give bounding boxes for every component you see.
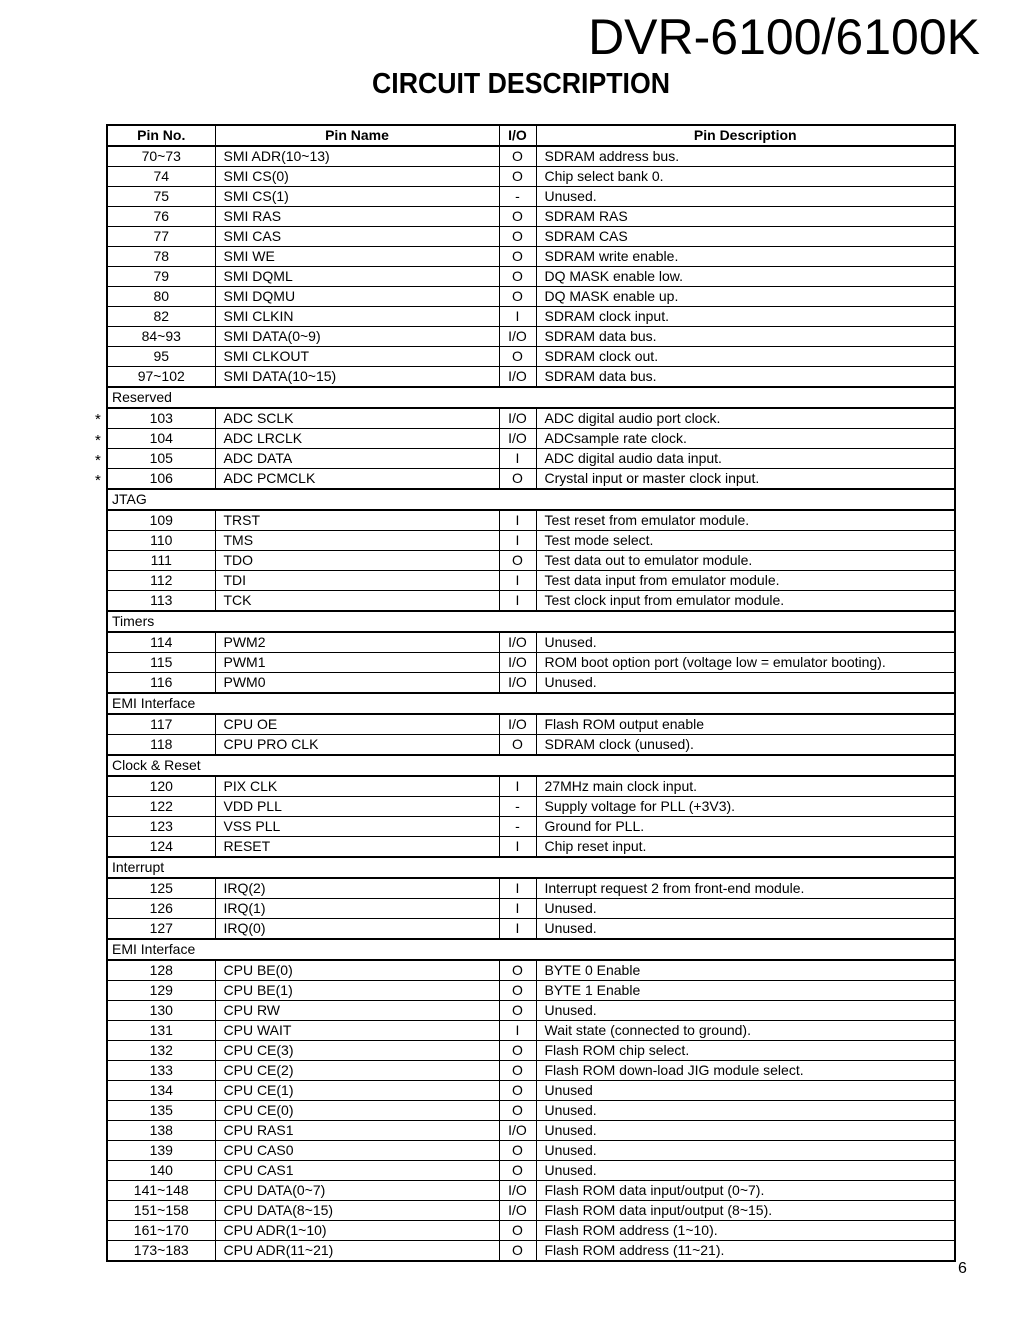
pin-io: I/O xyxy=(499,1201,536,1221)
table-row xyxy=(107,510,955,531)
pin-io: I/O xyxy=(499,1121,536,1141)
pin-name: SMI DATA(10~15) xyxy=(215,367,499,388)
group-row xyxy=(107,693,955,714)
table-row xyxy=(107,1221,955,1241)
pin-description: SDRAM clock (unused). xyxy=(536,735,955,756)
pin-number: 138 xyxy=(107,1121,215,1141)
table-row xyxy=(107,1101,955,1121)
pin-number: 124 xyxy=(107,837,215,858)
asterisk-marker: * xyxy=(95,471,101,489)
pin-number: 70~73 xyxy=(107,146,215,167)
pin-number: 75 xyxy=(107,187,215,207)
pin-io: O xyxy=(499,1001,536,1021)
pin-name: SMI CS(1) xyxy=(215,187,499,207)
pin-number: 113 xyxy=(107,591,215,612)
pin-number: 115 xyxy=(107,653,215,673)
pin-name: TMS xyxy=(215,531,499,551)
pin-name: CPU CE(3) xyxy=(215,1041,499,1061)
pin-io: O xyxy=(499,1161,536,1181)
table-row xyxy=(107,817,955,837)
pin-number: 120 xyxy=(107,776,215,797)
pin-number: 79 xyxy=(107,267,215,287)
pin-io: I xyxy=(499,591,536,612)
pin-name: ADC PCMCLK xyxy=(215,469,499,490)
group-label: EMI Interface xyxy=(107,939,955,960)
table-row xyxy=(107,899,955,919)
pin-name: CPU BE(1) xyxy=(215,981,499,1001)
table-row xyxy=(107,469,955,490)
pin-io: I/O xyxy=(499,653,536,673)
pin-number: 110 xyxy=(107,531,215,551)
pin-name: IRQ(0) xyxy=(215,919,499,940)
pin-name: SMI DQML xyxy=(215,267,499,287)
pin-name: VSS PLL xyxy=(215,817,499,837)
pin-description: BYTE 1 Enable xyxy=(536,981,955,1001)
table-row xyxy=(107,714,955,735)
pin-number: 130 xyxy=(107,1001,215,1021)
table-row xyxy=(107,429,955,449)
pin-name: VDD PLL xyxy=(215,797,499,817)
group-label: Clock & Reset xyxy=(107,755,955,776)
table-row xyxy=(107,1141,955,1161)
pin-description: Test data input from emulator module. xyxy=(536,571,955,591)
pin-name: TDI xyxy=(215,571,499,591)
pin-description: Unused. xyxy=(536,632,955,653)
pin-io: O xyxy=(499,347,536,367)
table-row xyxy=(107,1181,955,1201)
table-row xyxy=(107,167,955,187)
pin-number: 129 xyxy=(107,981,215,1001)
pin-number: 105 xyxy=(107,449,215,469)
pin-number: 78 xyxy=(107,247,215,267)
pin-number: 74 xyxy=(107,167,215,187)
pin-description: Ground for PLL. xyxy=(536,817,955,837)
pin-io: I/O xyxy=(499,714,536,735)
pin-io: O xyxy=(499,247,536,267)
table-row xyxy=(107,408,955,429)
pin-description: DQ MASK enable up. xyxy=(536,287,955,307)
pin-description: ROM boot option port (voltage low = emulator booting). xyxy=(536,653,955,673)
table-row xyxy=(107,307,955,327)
asterisk-marker: * xyxy=(95,411,101,428)
header-pin-description: Pin Description xyxy=(536,125,955,146)
table-row xyxy=(107,1121,955,1141)
pin-name: CPU RW xyxy=(215,1001,499,1021)
table-row xyxy=(107,287,955,307)
pin-number: 141~148 xyxy=(107,1181,215,1201)
pin-io: I/O xyxy=(499,327,536,347)
pin-description: SDRAM RAS xyxy=(536,207,955,227)
table-row xyxy=(107,673,955,694)
pin-io: O xyxy=(499,227,536,247)
pin-name: ADC LRCLK xyxy=(215,429,499,449)
pin-description: Supply voltage for PLL (+3V3). xyxy=(536,797,955,817)
table-row xyxy=(107,1241,955,1262)
table-row xyxy=(107,531,955,551)
pin-number: 95 xyxy=(107,347,215,367)
header-pin-name: Pin Name xyxy=(215,125,499,146)
pin-number: 112 xyxy=(107,571,215,591)
pin-io: - xyxy=(499,797,536,817)
pin-number: 132 xyxy=(107,1041,215,1061)
section-title: CIRCUIT DESCRIPTION xyxy=(372,68,670,100)
pin-table xyxy=(106,124,956,1262)
pin-number: 151~158 xyxy=(107,1201,215,1221)
pin-number: 125 xyxy=(107,878,215,899)
pin-description: Unused. xyxy=(536,899,955,919)
pin-name: CPU CE(1) xyxy=(215,1081,499,1101)
pin-io: O xyxy=(499,1141,536,1161)
pin-io: I xyxy=(499,531,536,551)
pin-name: SMI CAS xyxy=(215,227,499,247)
pin-number: 133 xyxy=(107,1061,215,1081)
table-row xyxy=(107,551,955,571)
table-row xyxy=(107,187,955,207)
pin-name: CPU DATA(8~15) xyxy=(215,1201,499,1221)
table-row xyxy=(107,367,955,388)
pin-description: Flash ROM address (1~10). xyxy=(536,1221,955,1241)
pin-number: 106 xyxy=(107,469,215,490)
pin-name: PWM2 xyxy=(215,632,499,653)
pin-name: IRQ(1) xyxy=(215,899,499,919)
pin-description: Test clock input from emulator module. xyxy=(536,591,955,612)
pin-description: Flash ROM data input/output (8~15). xyxy=(536,1201,955,1221)
table-row xyxy=(107,735,955,756)
pin-description: Unused. xyxy=(536,673,955,694)
pin-number: 123 xyxy=(107,817,215,837)
pin-number: 173~183 xyxy=(107,1241,215,1262)
pin-description: Unused. xyxy=(536,187,955,207)
pin-number: 80 xyxy=(107,287,215,307)
table-row xyxy=(107,981,955,1001)
pin-io: I xyxy=(499,878,536,899)
pin-number: 128 xyxy=(107,960,215,981)
pin-name: SMI CS(0) xyxy=(215,167,499,187)
table-row xyxy=(107,591,955,612)
pin-number: 117 xyxy=(107,714,215,735)
table-row xyxy=(107,960,955,981)
table-row xyxy=(107,327,955,347)
pin-number: 122 xyxy=(107,797,215,817)
pin-description: SDRAM address bus. xyxy=(536,146,955,167)
group-label: Interrupt xyxy=(107,857,955,878)
pin-io: O xyxy=(499,981,536,1001)
table-row xyxy=(107,247,955,267)
pin-name: CPU CE(0) xyxy=(215,1101,499,1121)
pin-io: O xyxy=(499,960,536,981)
pin-description: SDRAM data bus. xyxy=(536,367,955,388)
pin-name: CPU OE xyxy=(215,714,499,735)
pin-name: ADC SCLK xyxy=(215,408,499,429)
pin-description: ADC digital audio data input. xyxy=(536,449,955,469)
pin-io: I xyxy=(499,899,536,919)
group-label: Reserved xyxy=(107,387,955,408)
pin-io: O xyxy=(499,551,536,571)
group-row xyxy=(107,755,955,776)
table-row xyxy=(107,146,955,167)
pin-name: PWM0 xyxy=(215,673,499,694)
table-row xyxy=(107,1001,955,1021)
pin-description: Unused. xyxy=(536,1141,955,1161)
pin-name: RESET xyxy=(215,837,499,858)
table-row xyxy=(107,797,955,817)
pin-io: I xyxy=(499,919,536,940)
header-io: I/O xyxy=(499,125,536,146)
pin-number: 126 xyxy=(107,899,215,919)
pin-number: 97~102 xyxy=(107,367,215,388)
pin-description: Unused. xyxy=(536,1001,955,1021)
table-row xyxy=(107,1081,955,1101)
pin-io: O xyxy=(499,207,536,227)
pin-name: SMI DQMU xyxy=(215,287,499,307)
pin-name: PIX CLK xyxy=(215,776,499,797)
pin-io: I/O xyxy=(499,408,536,429)
table-row xyxy=(107,1021,955,1041)
pin-name: SMI ADR(10~13) xyxy=(215,146,499,167)
table-row xyxy=(107,347,955,367)
page-number: 6 xyxy=(958,1260,967,1277)
pin-name: TRST xyxy=(215,510,499,531)
pin-name: CPU BE(0) xyxy=(215,960,499,981)
pin-name: CPU CAS0 xyxy=(215,1141,499,1161)
pin-name: TDO xyxy=(215,551,499,571)
table-row xyxy=(107,653,955,673)
pin-description: Test reset from emulator module. xyxy=(536,510,955,531)
pin-description: SDRAM clock out. xyxy=(536,347,955,367)
pin-io: I xyxy=(499,776,536,797)
pin-number: 118 xyxy=(107,735,215,756)
pin-name: CPU ADR(11~21) xyxy=(215,1241,499,1262)
pin-name: TCK xyxy=(215,591,499,612)
pin-description: Unused. xyxy=(536,919,955,940)
pin-io: I/O xyxy=(499,429,536,449)
pin-name: CPU CE(2) xyxy=(215,1061,499,1081)
pin-name: IRQ(2) xyxy=(215,878,499,899)
pin-description: ADCsample rate clock. xyxy=(536,429,955,449)
pin-description: Unused. xyxy=(536,1121,955,1141)
pin-description: Unused xyxy=(536,1081,955,1101)
table-header-row xyxy=(107,125,955,146)
asterisk-marker: * xyxy=(95,431,101,449)
pin-description: Test data out to emulator module. xyxy=(536,551,955,571)
pin-description: Chip select bank 0. xyxy=(536,167,955,187)
pin-io: O xyxy=(499,1041,536,1061)
pin-description: 27MHz main clock input. xyxy=(536,776,955,797)
group-row xyxy=(107,857,955,878)
table-row xyxy=(107,207,955,227)
pin-io: O xyxy=(499,1081,536,1101)
table-row xyxy=(107,449,955,469)
group-row xyxy=(107,939,955,960)
table-row xyxy=(107,571,955,591)
pin-description: Test mode select. xyxy=(536,531,955,551)
pin-io: O xyxy=(499,287,536,307)
group-row xyxy=(107,387,955,408)
pin-description: Flash ROM output enable xyxy=(536,714,955,735)
pin-description: BYTE 0 Enable xyxy=(536,960,955,981)
pin-description: Flash ROM address (11~21). xyxy=(536,1241,955,1262)
pin-io: - xyxy=(499,817,536,837)
pin-description: SDRAM write enable. xyxy=(536,247,955,267)
pin-name: SMI CLKOUT xyxy=(215,347,499,367)
table-row xyxy=(107,837,955,858)
table-row xyxy=(107,632,955,653)
pin-number: 161~170 xyxy=(107,1221,215,1241)
table-row xyxy=(107,878,955,899)
pin-number: 135 xyxy=(107,1101,215,1121)
table-row xyxy=(107,1201,955,1221)
pin-number: 139 xyxy=(107,1141,215,1161)
pin-number: 104 xyxy=(107,429,215,449)
table-row xyxy=(107,1161,955,1181)
pin-io: I xyxy=(499,510,536,531)
pin-number: 111 xyxy=(107,551,215,571)
pin-number: 84~93 xyxy=(107,327,215,347)
pin-io: I xyxy=(499,449,536,469)
pin-name: CPU RAS1 xyxy=(215,1121,499,1141)
pin-number: 109 xyxy=(107,510,215,531)
pin-number: 77 xyxy=(107,227,215,247)
pin-rows xyxy=(107,146,955,1261)
pin-number: 131 xyxy=(107,1021,215,1041)
asterisk-marker: * xyxy=(95,451,101,469)
table-row xyxy=(107,1041,955,1061)
pin-description: SDRAM CAS xyxy=(536,227,955,247)
pin-number: 134 xyxy=(107,1081,215,1101)
pin-io: O xyxy=(499,167,536,187)
pin-name: SMI CLKIN xyxy=(215,307,499,327)
pin-description: Flash ROM down-load JIG module select. xyxy=(536,1061,955,1081)
pin-name: SMI DATA(0~9) xyxy=(215,327,499,347)
pin-io: I xyxy=(499,571,536,591)
pin-name: SMI WE xyxy=(215,247,499,267)
pin-number: 103 xyxy=(107,408,215,429)
pin-number: 76 xyxy=(107,207,215,227)
pin-name: PWM1 xyxy=(215,653,499,673)
header-pin-no: Pin No. xyxy=(107,125,215,146)
pin-io: O xyxy=(499,1241,536,1262)
table-row xyxy=(107,776,955,797)
table-row xyxy=(107,1061,955,1081)
pin-description: Flash ROM data input/output (0~7). xyxy=(536,1181,955,1201)
pin-name: SMI RAS xyxy=(215,207,499,227)
pin-io: I/O xyxy=(499,367,536,388)
pin-description: Unused. xyxy=(536,1101,955,1121)
pin-io: I xyxy=(499,837,536,858)
pin-name: CPU DATA(0~7) xyxy=(215,1181,499,1201)
pin-description: ADC digital audio port clock. xyxy=(536,408,955,429)
pin-description: Crystal input or master clock input. xyxy=(536,469,955,490)
pin-number: 82 xyxy=(107,307,215,327)
pin-io: I xyxy=(499,1021,536,1041)
pin-description: Wait state (connected to ground). xyxy=(536,1021,955,1041)
table-row xyxy=(107,919,955,940)
pin-io: O xyxy=(499,469,536,490)
pin-description: SDRAM data bus. xyxy=(536,327,955,347)
pin-number: 127 xyxy=(107,919,215,940)
pin-description: Interrupt request 2 from front-end module. xyxy=(536,878,955,899)
group-label: Timers xyxy=(107,611,955,632)
pin-io: I/O xyxy=(499,673,536,694)
pin-io: - xyxy=(499,187,536,207)
pin-io: I/O xyxy=(499,1181,536,1201)
pin-number: 116 xyxy=(107,673,215,694)
pin-description: Chip reset input. xyxy=(536,837,955,858)
pin-io: O xyxy=(499,146,536,167)
pin-io: O xyxy=(499,735,536,756)
pin-io: O xyxy=(499,1101,536,1121)
group-row xyxy=(107,611,955,632)
table-row xyxy=(107,267,955,287)
group-row xyxy=(107,489,955,510)
pin-io: O xyxy=(499,1061,536,1081)
pin-io: I xyxy=(499,307,536,327)
pin-name: ADC DATA xyxy=(215,449,499,469)
pin-number: 114 xyxy=(107,632,215,653)
group-label: JTAG xyxy=(107,489,955,510)
pin-name: CPU CAS1 xyxy=(215,1161,499,1181)
pin-name: CPU PRO CLK xyxy=(215,735,499,756)
group-label: EMI Interface xyxy=(107,693,955,714)
pin-io: I/O xyxy=(499,632,536,653)
pin-name: CPU WAIT xyxy=(215,1021,499,1041)
pin-description: DQ MASK enable low. xyxy=(536,267,955,287)
pin-number: 140 xyxy=(107,1161,215,1181)
pin-name: CPU ADR(1~10) xyxy=(215,1221,499,1241)
pin-description: Flash ROM chip select. xyxy=(536,1041,955,1061)
pin-io: O xyxy=(499,1221,536,1241)
table-row xyxy=(107,227,955,247)
pin-description: SDRAM clock input. xyxy=(536,307,955,327)
pin-io: O xyxy=(499,267,536,287)
pin-description: Unused. xyxy=(536,1161,955,1181)
model-title: DVR-6100/6100K xyxy=(588,9,980,65)
